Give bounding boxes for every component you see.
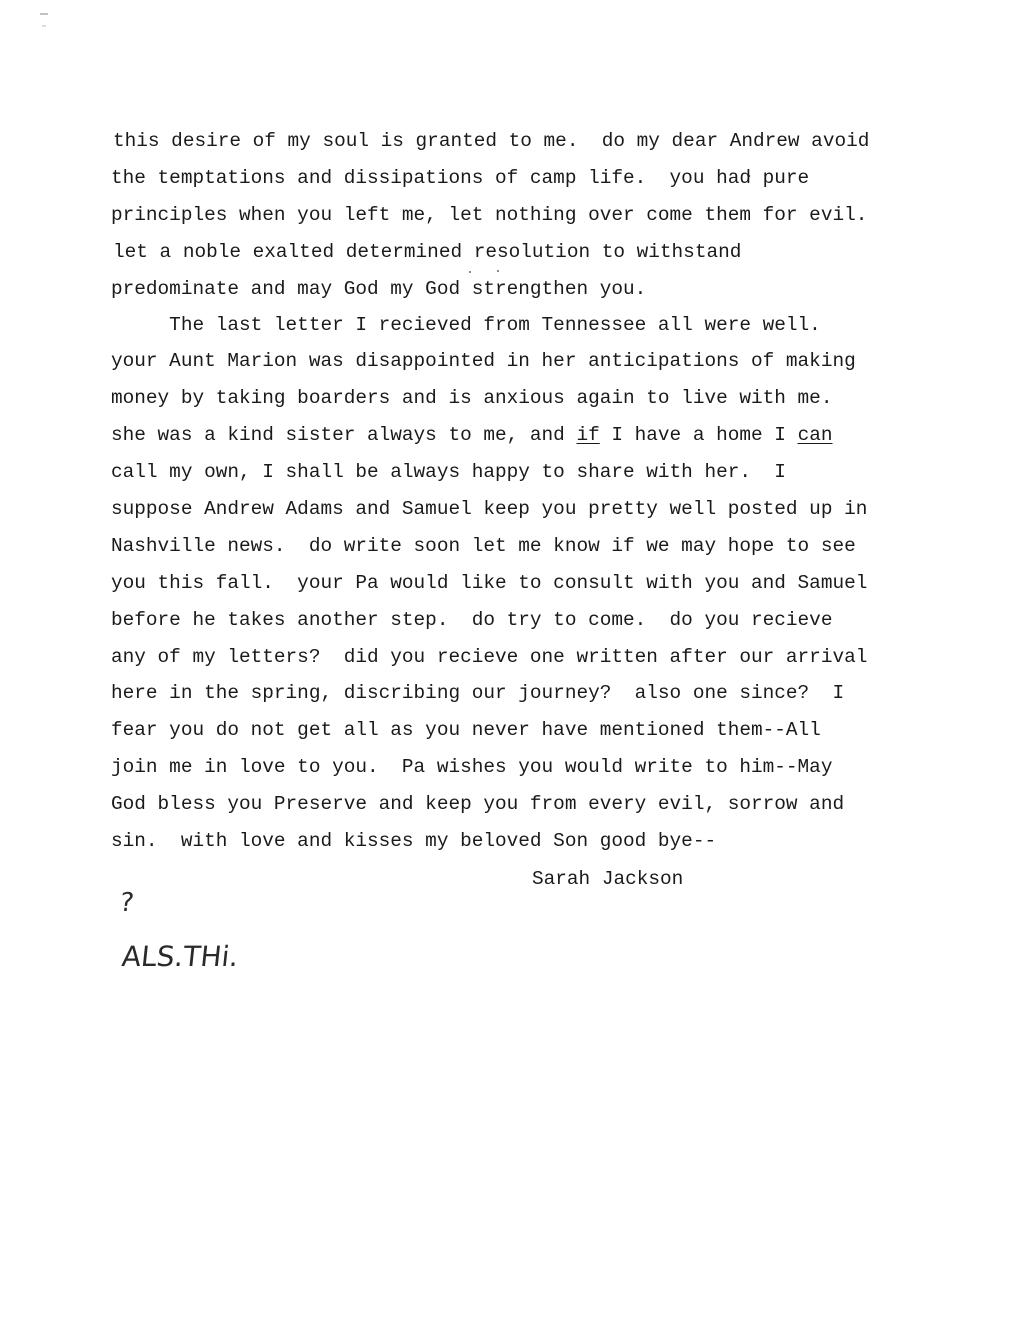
letter-line: join me in love to you. Pa wishes you would write to him--May xyxy=(111,756,833,778)
letter-line: suppose Andrew Adams and Samuel keep you pretty well posted up in xyxy=(111,498,868,520)
signature: Sarah Jackson xyxy=(532,868,684,890)
underlined-word: if xyxy=(576,424,600,446)
letter-line: this desire of my soul is granted to me. do my dear Andrew avoid xyxy=(113,130,870,152)
letter-line: let a noble exalted determined resolution to withstand xyxy=(113,241,742,263)
letter-line xyxy=(111,426,832,445)
letter-line: before he takes another step. do try to come. do you recieve xyxy=(111,609,833,631)
handwritten-archive-note: ALS.THi. xyxy=(120,940,240,973)
letter-line: Nashville news. do write soon let me know if we may hope to see xyxy=(111,535,856,557)
speck xyxy=(497,270,499,272)
letter-line: principles when you left me, let nothing over come them for evil. xyxy=(111,204,868,226)
letter-line: sin. with love and kisses my beloved Son good bye-- xyxy=(111,830,717,852)
letter-line: the temptations and dissipations of camp life. you had pure xyxy=(111,167,810,189)
speck xyxy=(469,271,471,273)
letter-line: any of my letters? did you recieve one written after our arrival xyxy=(111,646,868,668)
letter-line: here in the spring, discribing our journey? also one since? I xyxy=(111,682,845,704)
underlined-word: can xyxy=(797,424,833,446)
letter-line: you this fall. your Pa would like to consult with you and Samuel xyxy=(111,572,868,594)
letter-line: predominate and may God my God strengthen you. xyxy=(111,278,647,300)
letter-text: I have a home I xyxy=(599,424,798,446)
letter-line: call my own, I shall be always happy to share with her. I xyxy=(111,461,786,483)
letter-line: God bless you Preserve and keep you from every evil, sorrow and xyxy=(111,793,845,815)
letter-text: she was a kind sister always to me, and xyxy=(111,424,577,446)
letter-line: your Aunt Marion was disappointed in her anticipations of making xyxy=(111,350,856,372)
letter-line: money by taking boarders and is anxious again to live with me. xyxy=(111,387,833,409)
letter-line: fear you do not get all as you never have mentioned them--All xyxy=(111,719,821,741)
letter-line: The last letter I recieved from Tennessee all were well. xyxy=(111,314,821,336)
handwritten-question-mark: ? xyxy=(118,888,136,918)
